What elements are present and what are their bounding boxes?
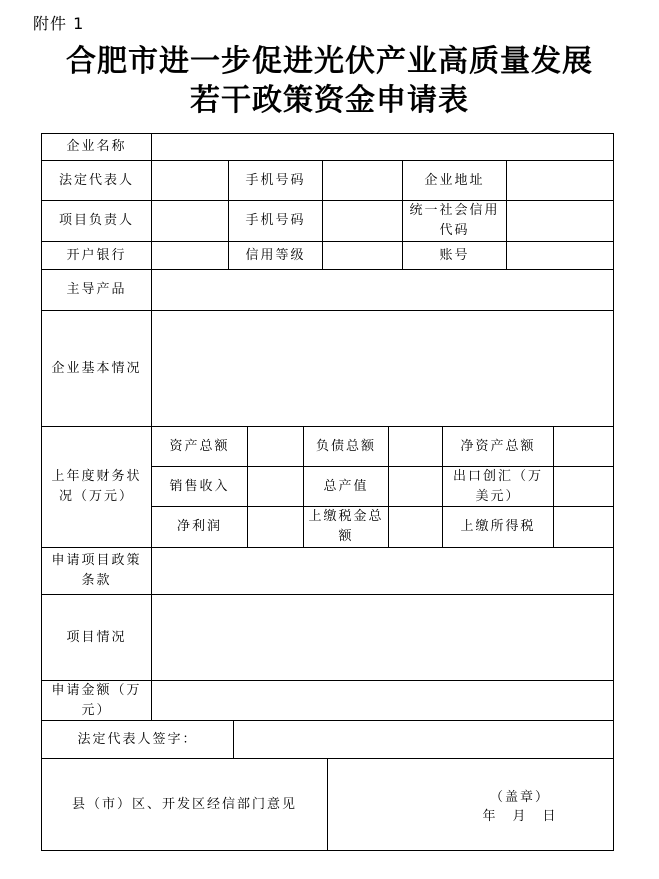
signature-label: 法定代表人签字：	[41, 720, 234, 759]
project-lead-field[interactable]	[151, 200, 229, 242]
phone-field-1[interactable]	[322, 160, 403, 201]
policy-clause-label: 申请项目政策条款	[41, 547, 152, 595]
main-product-field[interactable]	[151, 269, 614, 311]
credit-code-label: 统一社会信用代码	[402, 200, 507, 242]
project-info-label: 项目情况	[41, 594, 152, 681]
finance-label: 上年度财务状况（万元）	[41, 426, 152, 548]
taxes-paid-field[interactable]	[388, 506, 443, 548]
net-assets-field[interactable]	[553, 426, 614, 467]
date-text: 年 月 日	[482, 809, 558, 824]
account-label: 账号	[402, 241, 507, 270]
company-name-field[interactable]	[151, 133, 614, 161]
total-liabilities-label: 负债总额	[303, 426, 389, 467]
export-earnings-label: 出口创汇（万美元）	[442, 466, 554, 507]
amount-field[interactable]	[151, 680, 614, 721]
company-address-label: 企业地址	[402, 160, 507, 201]
signature-field[interactable]	[233, 720, 614, 759]
legal-rep-label: 法定代表人	[41, 160, 152, 201]
credit-code-field[interactable]	[506, 200, 614, 242]
sales-revenue-label: 销售收入	[151, 466, 248, 507]
credit-rating-field[interactable]	[322, 241, 403, 270]
amount-label: 申请金额（万元）	[41, 680, 152, 721]
net-profit-label: 净利润	[151, 506, 248, 548]
total-output-field[interactable]	[388, 466, 443, 507]
project-lead-label: 项目负责人	[41, 200, 152, 242]
total-liabilities-field[interactable]	[388, 426, 443, 467]
company-address-field[interactable]	[506, 160, 614, 201]
phone-field-2[interactable]	[322, 200, 403, 242]
main-product-label: 主导产品	[41, 269, 152, 311]
income-tax-field[interactable]	[553, 506, 614, 548]
company-basic-label: 企业基本情况	[41, 310, 152, 427]
phone-label-1: 手机号码	[228, 160, 323, 201]
sales-revenue-field[interactable]	[247, 466, 304, 507]
phone-label-2: 手机号码	[228, 200, 323, 242]
dept-opinion-label: 县（市）区、开发区经信部门意见	[41, 758, 328, 851]
seal-text: （盖章）	[489, 790, 550, 805]
policy-clause-field[interactable]	[151, 547, 614, 595]
net-profit-field[interactable]	[247, 506, 304, 548]
taxes-paid-label: 上缴税金总额	[303, 506, 389, 548]
legal-rep-field[interactable]	[151, 160, 229, 201]
company-name-label: 企业名称	[41, 133, 152, 161]
credit-rating-label: 信用等级	[228, 241, 323, 270]
total-assets-field[interactable]	[247, 426, 304, 467]
company-basic-field[interactable]	[151, 310, 614, 427]
income-tax-label: 上缴所得税	[442, 506, 554, 548]
account-field[interactable]	[506, 241, 614, 270]
export-earnings-field[interactable]	[553, 466, 614, 507]
total-output-label: 总产值	[303, 466, 389, 507]
form-title-line2: 若干政策资金申请表	[190, 83, 469, 118]
form-title-line1: 合肥市进一步促进光伏产业高质量发展	[66, 44, 593, 79]
total-assets-label: 资产总额	[151, 426, 248, 467]
bank-label: 开户银行	[41, 241, 152, 270]
bank-field[interactable]	[151, 241, 229, 270]
net-assets-label: 净资产总额	[442, 426, 554, 467]
annex-label: 附件 1	[33, 14, 85, 33]
project-info-field[interactable]	[151, 594, 614, 681]
